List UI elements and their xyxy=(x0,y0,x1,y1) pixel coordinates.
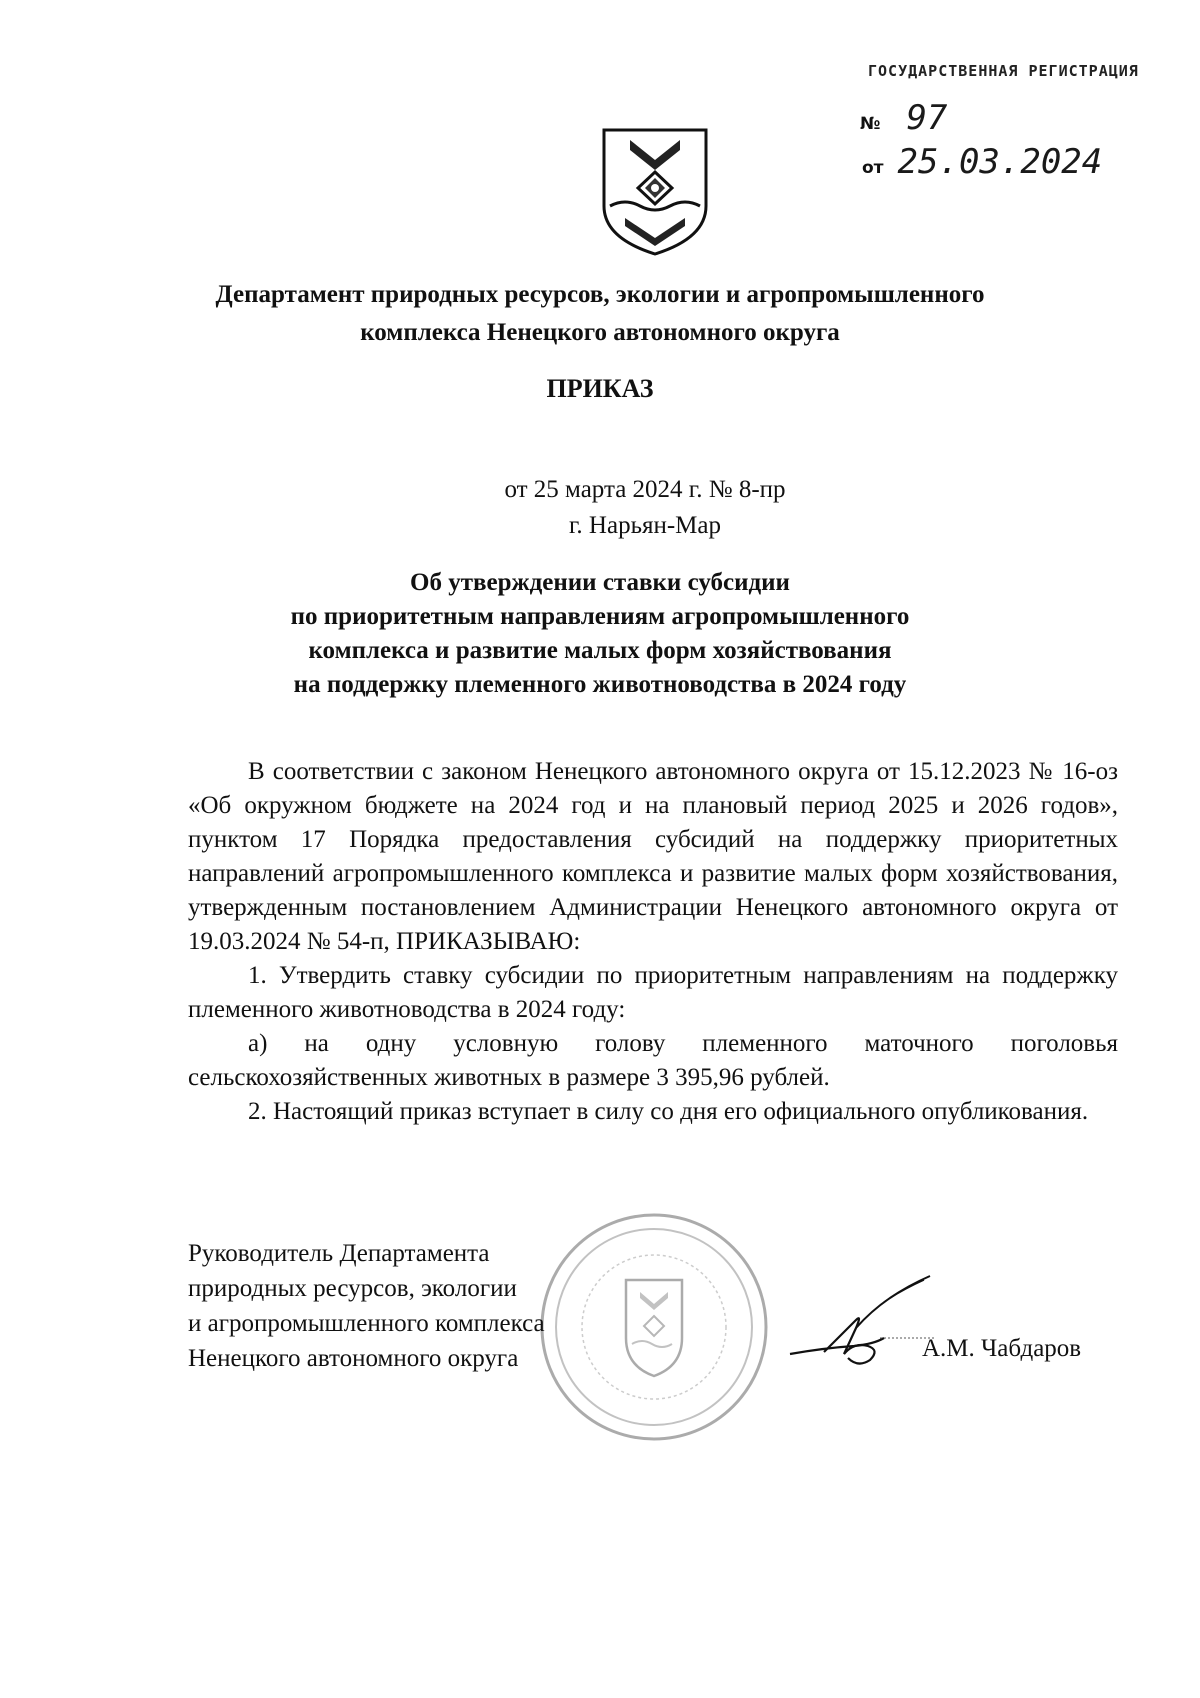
registration-date: 25.03.2024 xyxy=(897,142,1103,182)
registration-title: ГОСУДАРСТВЕННАЯ РЕГИСТРАЦИЯ xyxy=(868,62,1139,80)
department-name xyxy=(0,276,1200,352)
subject-line-2: по приоритетным направлениям агропромышленного xyxy=(290,603,910,630)
registration-number-label: № xyxy=(860,114,881,134)
registration-stamp xyxy=(860,62,1168,182)
document-type: ПРИКАЗ xyxy=(546,374,654,403)
subject-line-1: Об утверждении ставки субсидии xyxy=(410,569,790,596)
order-city: г. Нарьян-Мар xyxy=(568,512,721,539)
signatory-name: А.М. Чабдаров xyxy=(922,1335,1082,1362)
official-round-seal-icon xyxy=(534,1208,774,1446)
subject-line-3: комплекса и развитие малых форм хозяйствования xyxy=(308,637,892,664)
body-paragraph-item-2: 2. Настоящий приказ вступает в силу со дня его официального опубликования. xyxy=(248,1098,1089,1125)
department-line-1: Департамент природных ресурсов, экологии и агропромышленного xyxy=(215,281,985,308)
registration-number: 97 xyxy=(906,98,948,138)
position-line-1: Руководитель Департамента xyxy=(188,1240,490,1267)
handwritten-signature xyxy=(784,1268,934,1378)
registration-date-label: от xyxy=(862,158,884,178)
position-line-2: природных ресурсов, экологии xyxy=(188,1275,517,1302)
subject-line-4: на поддержку племенного животноводства в 2024 году xyxy=(293,671,907,698)
department-line-2: комплекса Ненецкого автономного округа xyxy=(360,319,840,346)
order-body xyxy=(188,755,1118,1129)
nao-coat-of-arms-icon xyxy=(600,126,710,258)
order-date-number: от 25 марта 2024 г. № 8-пр xyxy=(504,476,786,503)
body-paragraph-preamble: В соответствии с законом Ненецкого автономного округа от 15.12.2023 № 16-оз «Об окружном бюджете на 2024 год и на плановый период 2025 и 2026 годов», пунктом 17 Порядка предоставления субсидий на поддержку приоритетных направлений агропромышленного комплекса и развитие малых форм хозяйствования, утвержденным постановлением Администрации Ненецкого автономного округа от 19.03.2024 № 54-п, ПРИКАЗЫВАЮ: xyxy=(188,758,1118,955)
order-subject xyxy=(0,566,1200,702)
body-paragraph-item-1: 1. Утвердить ставку субсидии по приоритетным направлениям на поддержку племенного животноводства в 2024 году: xyxy=(188,962,1118,1023)
position-line-4: Ненецкого автономного округа xyxy=(188,1345,519,1372)
position-line-3: и агропромышленного комплекса xyxy=(188,1310,545,1337)
signatory-position xyxy=(188,1236,545,1376)
body-paragraph-item-1a: а) на одну условную голову племенного маточного поголовья сельскохозяйственных животных в размере 3 395,96 рублей. xyxy=(188,1030,1118,1091)
date-number-block xyxy=(0,472,1200,544)
